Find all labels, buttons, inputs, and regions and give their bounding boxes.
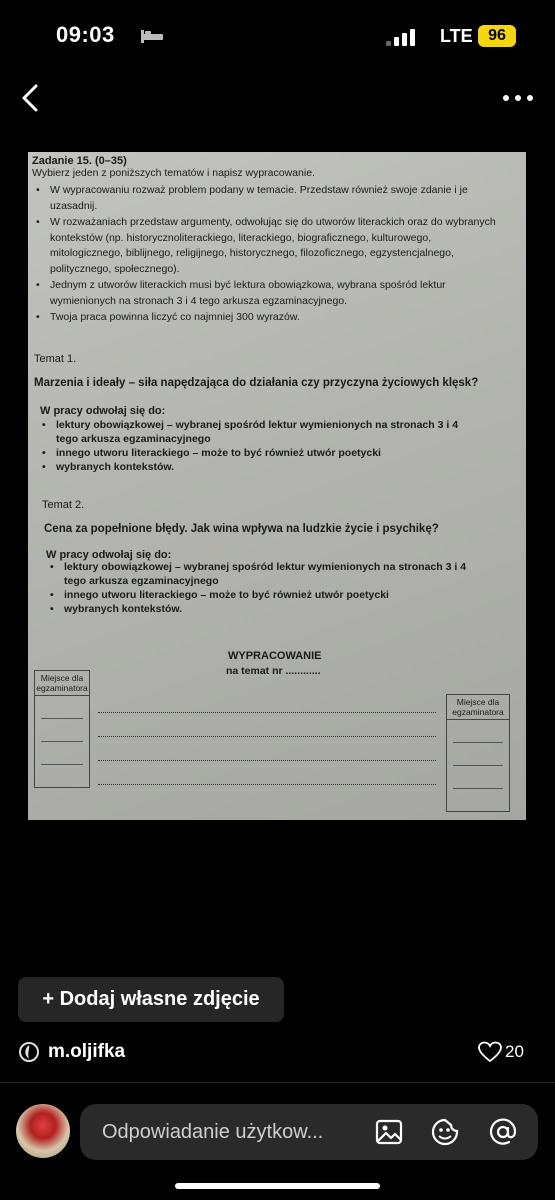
examiner-box-left — [34, 670, 90, 788]
examiner-label-right: Miejsce dla egzaminatora — [447, 695, 509, 720]
topic2-label: Temat 2. — [42, 499, 85, 511]
ref-item: • lektury obowiązkowej – wybranej spośród lektur wymienionych na stronach 3 i 4 tego arkusza egzaminacyjnego — [42, 418, 482, 446]
sticker-icon[interactable] — [430, 1117, 460, 1147]
threads-icon — [18, 1041, 40, 1063]
heart-icon[interactable] — [478, 1041, 502, 1063]
reply-placeholder: Odpowiadanie użytkow... — [102, 1121, 324, 1143]
reply-input[interactable] — [80, 1104, 538, 1160]
network-label: LTE — [440, 26, 473, 46]
instruction-item: • W wypracowaniu rozważ problem podany w temacie. Przedstaw również swoje zdanie i je uzasadnij. — [32, 183, 502, 214]
answer-line — [98, 760, 436, 761]
battery-indicator: 96 — [478, 25, 516, 47]
divider — [0, 1082, 555, 1083]
topic1-question: Marzenia i ideały – siła napędzająca do działania czy przyczyna życiowych klęsk? — [34, 377, 479, 389]
answer-line — [98, 712, 436, 713]
answer-line — [98, 784, 436, 785]
topic2-question: Cena za popełnione błędy. Jak wina wpływa na ludzkie życie i psychikę? — [44, 523, 439, 535]
signal-icon — [386, 28, 424, 46]
ref-item: • innego utworu literackiego – może to być również utwór poetycki — [42, 446, 482, 460]
examiner-box-right — [446, 694, 510, 812]
examiner-label-left: Miejsce dla egzaminatora — [35, 671, 89, 696]
topic1-ref-head: W pracy odwołaj się do: — [40, 405, 166, 417]
ref-item: • innego utworu literackiego – może to być również utwór poetycki — [50, 588, 490, 602]
status-time: 09:03 — [56, 22, 115, 47]
exam-sheet — [28, 152, 526, 820]
username[interactable]: m.oljifka — [48, 1041, 126, 1062]
image-icon[interactable] — [374, 1117, 404, 1147]
status-bar — [0, 0, 555, 70]
topic1-ref-list — [42, 418, 482, 474]
essay-heading: WYPRACOWANIE — [228, 650, 322, 662]
post-photo[interactable] — [28, 152, 526, 820]
topic2-ref-list — [50, 560, 490, 616]
chevron-left-icon[interactable] — [14, 80, 50, 116]
ref-item: • wybranych kontekstów. — [50, 602, 490, 616]
answer-line — [98, 736, 436, 737]
home-indicator — [175, 1183, 380, 1189]
at-icon[interactable] — [488, 1117, 518, 1147]
instruction-item: • W rozważaniach przedstaw argumenty, odwołując się do utworów literackich oraz do wybranych kontekstów (np. historycznoliterackiego, literackiego, biograficznego, kulturowego, mitologicznego, biblijnego, religijnego, historycznego, filozoficznego, egzystencjalnego, politycznego, społecznego). — [32, 215, 502, 277]
instruction-list — [32, 183, 502, 327]
like-count: 20 — [505, 1042, 524, 1061]
topic1-label: Temat 1. — [34, 353, 77, 365]
ellipsis-icon[interactable] — [498, 80, 538, 116]
task-title: Zadanie 15. (0–35) — [32, 155, 127, 167]
avatar — [16, 1104, 70, 1158]
ref-item: • lektury obowiązkowej – wybranej spośród lektur wymienionych na stronach 3 i 4 tego arkusza egzaminacyjnego — [50, 560, 490, 588]
add-own-photo-button[interactable]: + Dodaj własne zdjęcie — [18, 977, 284, 1022]
essay-subheading: na temat nr ............ — [226, 665, 321, 677]
ref-item: • wybranych kontekstów. — [42, 460, 482, 474]
task-intro: Wybierz jeden z poniższych tematów i napisz wypracowanie. — [32, 167, 315, 179]
instruction-item: • Jednym z utworów literackich musi być lektura obowiązkowa, wybrana spośród lektur wymienionych na stronach 3 i 4 tego arkusza egzaminacyjnego. — [32, 278, 502, 309]
instruction-item: • Twoja praca powinna liczyć co najmniej 300 wyrazów. — [32, 310, 502, 326]
bed-icon — [140, 28, 164, 44]
topic2-ref-head: W pracy odwołaj się do: — [46, 549, 172, 561]
